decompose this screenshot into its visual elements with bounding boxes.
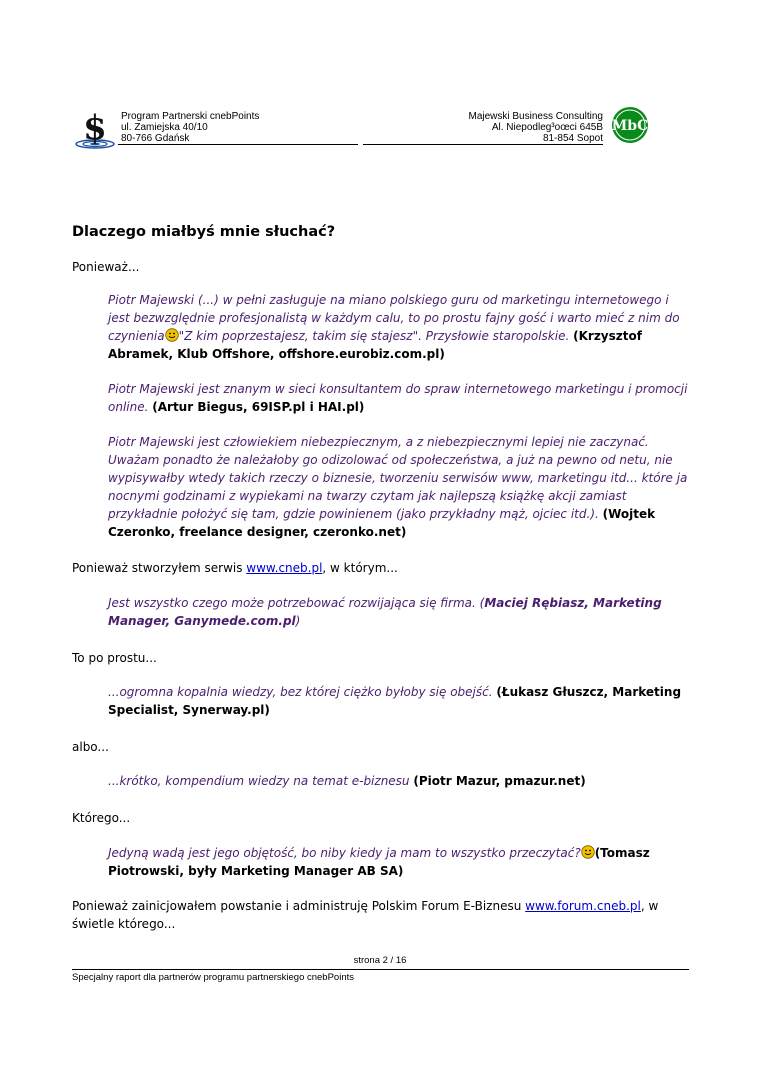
- mbc-logo-icon: [611, 106, 649, 144]
- quote-author: (Artur Biegus, 69ISP.pl i HAI.pl): [152, 400, 365, 414]
- cneb-link[interactable]: www.cneb.pl: [246, 561, 323, 575]
- header-left-line: ul. Zamiejska 40/10: [121, 122, 208, 133]
- smiley-icon: [165, 328, 179, 342]
- intro-paragraph: [72, 898, 688, 933]
- dollar-logo-icon: [74, 104, 116, 150]
- quote-author: (Łukasz Głuszcz, Marketing Specialist, Synerway.pl): [108, 685, 682, 717]
- header-left-line: 80-766 Gdańsk: [121, 133, 190, 144]
- quote-close: ): [295, 614, 301, 628]
- quote-text: ...krótko, kompendium wiedzy na temat e-biznesu: [108, 774, 410, 788]
- quote-text: Piotr Majewski (...) w pełni zasługuje na miano polskiego guru od marketingu internetowego i jest bezwzględnie profesjonalistą w każdym calu, to po prostu fajny gość i warto mieć z nim do czynienia: [108, 293, 680, 343]
- testimonial-quote: [108, 594, 693, 630]
- quote-author: (Wojtek Czeronko, freelance designer, czeronko.net): [108, 507, 656, 539]
- testimonial-quote: [108, 291, 693, 363]
- intro-text: Ponieważ zainicjowałem powstanie i administruję Polskim Forum E-Biznesu: [72, 899, 526, 913]
- intro-paragraph: Którego...: [72, 811, 131, 825]
- header-left-rule: [118, 144, 358, 145]
- intro-text: Ponieważ stworzyłem serwis: [72, 561, 247, 575]
- quote-text: Jest wszystko czego może potrzebować rozwijająca się firma. (: [108, 596, 485, 610]
- header-left-line: Program Partnerski cnebPoints: [121, 111, 260, 122]
- header-right-line: Al. Niepodleg³oœci 645B: [491, 122, 603, 133]
- quote-text: Jedyną wadą jest jego objętość, bo niby kiedy ja mam to wszystko przeczytać?: [108, 846, 581, 860]
- testimonial-quote: [108, 433, 693, 541]
- footer-note: Specjalny raport dla partnerów programu partnerskiego cnebPoints: [72, 972, 354, 983]
- testimonial-quote: [108, 844, 693, 880]
- quote-text: ...ogromna kopalnia wiedzy, bez której ciężko byłoby się obejść.: [108, 685, 493, 699]
- testimonial-quote: [108, 772, 693, 790]
- header-left-address: [121, 111, 259, 144]
- quote-text: Piotr Majewski jest znanym w sieci konsultantem do spraw internetowego marketingu i promocji online.: [108, 382, 688, 414]
- intro-text: , w którym...: [322, 561, 398, 575]
- header-right-line: 81-854 Sopot: [542, 133, 603, 144]
- intro-paragraph: [72, 560, 688, 578]
- intro-paragraph: Ponieważ...: [72, 260, 140, 274]
- intro-paragraph: To po prostu...: [72, 651, 157, 665]
- intro-paragraph: albo...: [72, 740, 109, 754]
- quote-author: (Tomasz Piotrowski, były Marketing Manager AB SA): [108, 846, 650, 878]
- footer-rule: [72, 969, 689, 970]
- quote-author: (Piotr Mazur, pmazur.net): [413, 774, 586, 788]
- quote-text: "Z kim poprzestajesz, takim się stajesz". Przysłowie staropolskie.: [178, 329, 570, 343]
- header-right-line: Majewski Business Consulting: [468, 111, 603, 122]
- svg-text:$: $: [83, 108, 107, 148]
- testimonial-quote: [108, 380, 693, 416]
- forum-link[interactable]: www.forum.cneb.pl: [525, 899, 641, 913]
- header-right-rule: [363, 144, 603, 145]
- testimonial-quote: [108, 683, 693, 719]
- quote-author: Maciej Rębiasz, Marketing Manager, Ganymede.com.pl: [108, 596, 662, 628]
- page-title: Dlaczego miałbyś mnie słuchać?: [72, 224, 336, 240]
- intro-text: , w świetle którego...: [72, 899, 659, 931]
- quote-author: (Krzysztof Abramek, Klub Offshore, offshore.eurobiz.com.pl): [108, 329, 642, 361]
- header-right-address: [468, 111, 603, 144]
- mbc-logo-text: MbC: [611, 118, 649, 134]
- page-number: strona 2 / 16: [353, 955, 407, 966]
- quote-text: Piotr Majewski jest człowiekiem niebezpiecznym, a z niebezpiecznymi lepiej nie zaczynać. Uważam ponadto że należałoby go odizolować od społeczeństwa, a już na pewno od netu, nie wypisywałby wtedy takich rzeczy o biznesie, tworzeniu serwisów www, marketingu itd... które ja nocnymi godzinami z wypiekami na twarzy czytam jak najlepszą książkę akcji zamiast przykładnie położyć się tam, gdzie powinienem (jako przykładny mąż, ojciec itd.).: [108, 435, 688, 521]
- smiley-icon: [581, 845, 595, 859]
